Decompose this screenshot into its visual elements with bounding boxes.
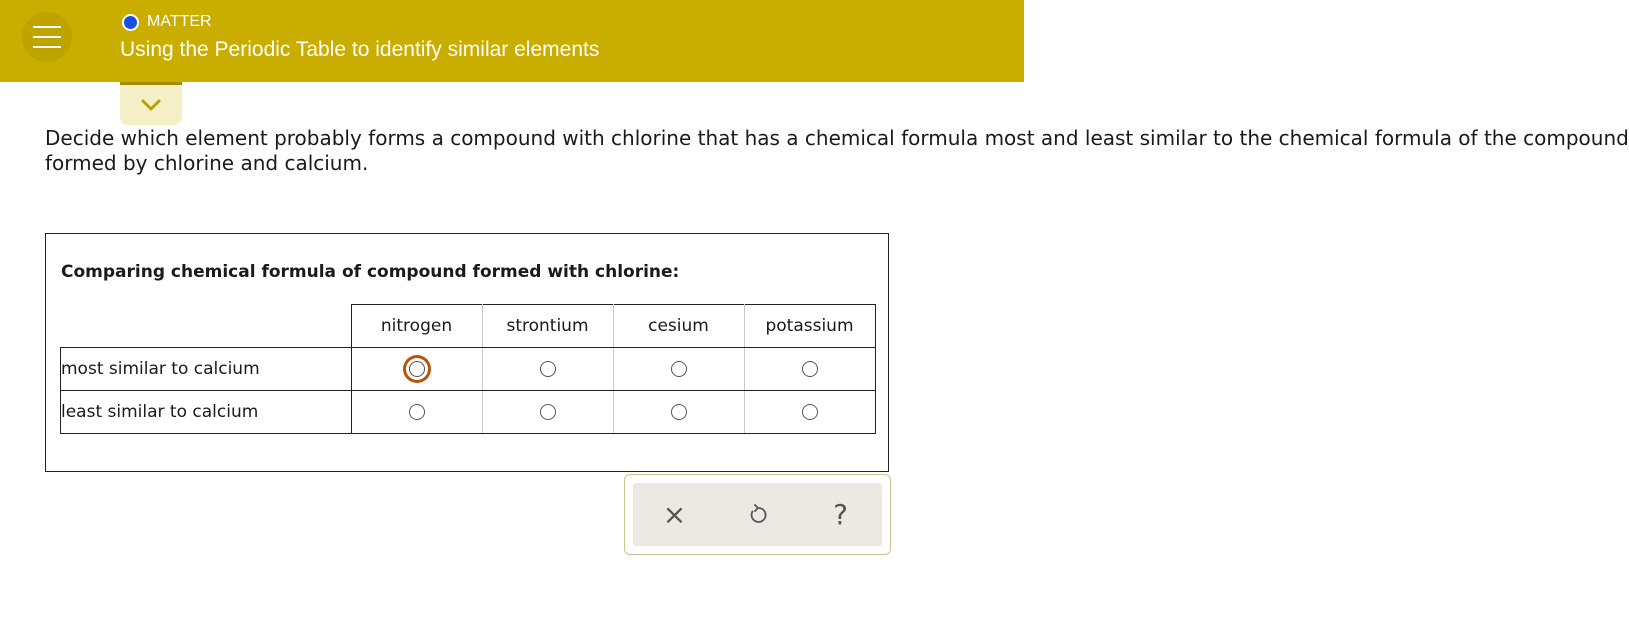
hamburger-menu-icon [33,26,61,28]
column-header-cesium: cesium [613,305,744,348]
radio-least-cesium[interactable] [671,404,687,420]
topic-label [122,12,212,32]
question-line-2: formed by chlorine and calcium. [45,151,369,175]
menu-button[interactable] [22,12,72,62]
help-button[interactable] [819,493,863,537]
answer-actions-toolbar [624,474,891,555]
radio-most-cesium[interactable] [671,361,687,377]
column-header-potassium: potassium [744,305,875,348]
page-title: Using the Periodic Table to identify similar elements [120,38,600,61]
collapse-header-button[interactable] [120,82,182,125]
column-header-nitrogen: nitrogen [351,305,482,348]
table-row [61,348,876,391]
question-line-1: Decide which element probably forms a compound with chlorine that has a chemical formula most and least similar to the chemical formula of the compound [45,126,1629,150]
topic-text: MATTER [147,13,212,30]
question-text [45,126,1629,176]
answer-panel [45,233,889,472]
chevron-down-icon [140,98,162,112]
radio-least-potassium[interactable] [802,404,818,420]
topic-dot-icon [122,14,139,31]
row-label-least-similar: least similar to calcium [61,391,352,434]
radio-least-nitrogen[interactable] [409,404,425,420]
column-header-strontium: strontium [482,305,613,348]
radio-most-nitrogen[interactable] [409,361,425,377]
undo-icon [746,503,770,527]
column-header-row [61,305,876,348]
radio-least-strontium[interactable] [540,404,556,420]
close-icon: × [662,498,687,531]
undo-button[interactable] [736,493,780,537]
radio-most-potassium[interactable] [802,361,818,377]
clear-button[interactable] [653,493,697,537]
radio-most-strontium[interactable] [540,361,556,377]
answer-grid [60,304,876,434]
header-bar [0,0,1024,82]
panel-title: Comparing chemical formula of compound formed with chlorine: [61,262,680,282]
help-icon: ? [833,498,848,531]
row-label-most-similar: most similar to calcium [61,348,352,391]
table-row [61,391,876,434]
